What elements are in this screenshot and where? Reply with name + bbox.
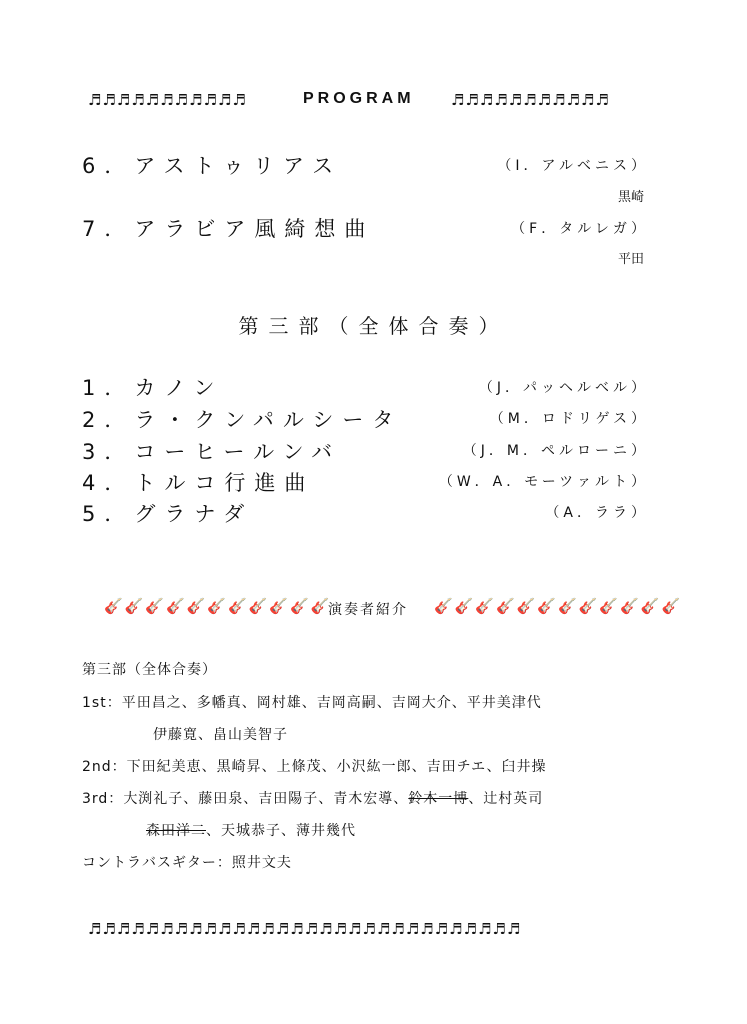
performers-title: 演奏者紹介 xyxy=(328,602,408,618)
performer-row-3rd xyxy=(82,788,543,808)
performer: 平田 xyxy=(617,252,644,267)
piece-title: 6．アストゥリアス xyxy=(82,154,343,178)
notes-decoration-left: ♬♬♬♬♬♬♬♬♬♬♬ xyxy=(88,91,247,109)
performer-row-2nd xyxy=(82,756,547,776)
performer-names: 平田昌之、多幡真、岡村雄、吉岡高嗣、吉岡大介、平井美津代 xyxy=(121,695,542,711)
piece-title: 2．ラ・クンパルシータ xyxy=(82,408,403,432)
performer-names: 大渕礼子、藤田泉、吉田陽子、青木宏導、 xyxy=(123,791,409,807)
performer-row-1st xyxy=(82,692,542,712)
part-label: 3rd： xyxy=(82,791,124,807)
piece-title: 5．グラナダ xyxy=(82,502,254,526)
program-title: PROGRAM xyxy=(303,90,415,107)
composer: （A．ララ） xyxy=(545,505,649,521)
composer: （F．タルレガ） xyxy=(511,221,649,237)
performer-row-3rd-cont xyxy=(146,820,356,840)
performer-names: 下田紀美恵、黒崎昇、上條茂、小沢紘一郎、吉田チエ、臼井操 xyxy=(126,759,547,775)
guitar-decoration-right: 🎸🎸🎸🎸🎸🎸🎸🎸🎸🎸🎸🎸 xyxy=(434,597,683,615)
composer: （I．アルベニス） xyxy=(497,158,649,174)
struck-name: 森田洋二 xyxy=(146,823,206,839)
performers-section-title: 第三部（全体合奏） xyxy=(82,662,217,678)
performer-names: 伊藤寛、畠山美智子 xyxy=(153,727,288,743)
composer: （J．M．ペルローニ） xyxy=(462,443,649,459)
composer: （J．パッヘルベル） xyxy=(478,380,649,396)
performer-names: 、天城恭子、薄井幾代 xyxy=(206,823,356,839)
part3-heading: 第三部（全体合奏） xyxy=(238,314,509,338)
composer: （M．ロドリゲス） xyxy=(489,411,649,427)
composer: （W．A．モーツァルト） xyxy=(438,474,649,490)
piece-title: 3．コーヒールンバ xyxy=(82,440,342,464)
performer: 黒崎 xyxy=(617,190,644,205)
notes-decoration-footer: ♬♬♬♬♬♬♬♬♬♬♬♬♬♬♬♬♬♬♬♬♬♬♬♬♬♬♬♬♬♬ xyxy=(88,920,522,938)
contrabass-guitar: コントラバスギター：照井文夫 xyxy=(82,855,292,871)
part-label: 2nd： xyxy=(82,759,127,775)
piece-title: 1．カノン xyxy=(82,376,224,400)
performer-names: 、辻村英司 xyxy=(468,791,544,807)
notes-decoration-right: ♬♬♬♬♬♬♬♬♬♬♬ xyxy=(451,91,610,109)
piece-title: 4．トルコ行進曲 xyxy=(82,471,315,495)
guitar-decoration-left: 🎸🎸🎸🎸🎸🎸🎸🎸🎸🎸🎸 xyxy=(104,597,332,615)
part-label: 1st： xyxy=(82,695,122,711)
piece-title: 7．アラビア風綺想曲 xyxy=(82,217,375,241)
struck-name: 鈴木一博 xyxy=(408,791,469,807)
